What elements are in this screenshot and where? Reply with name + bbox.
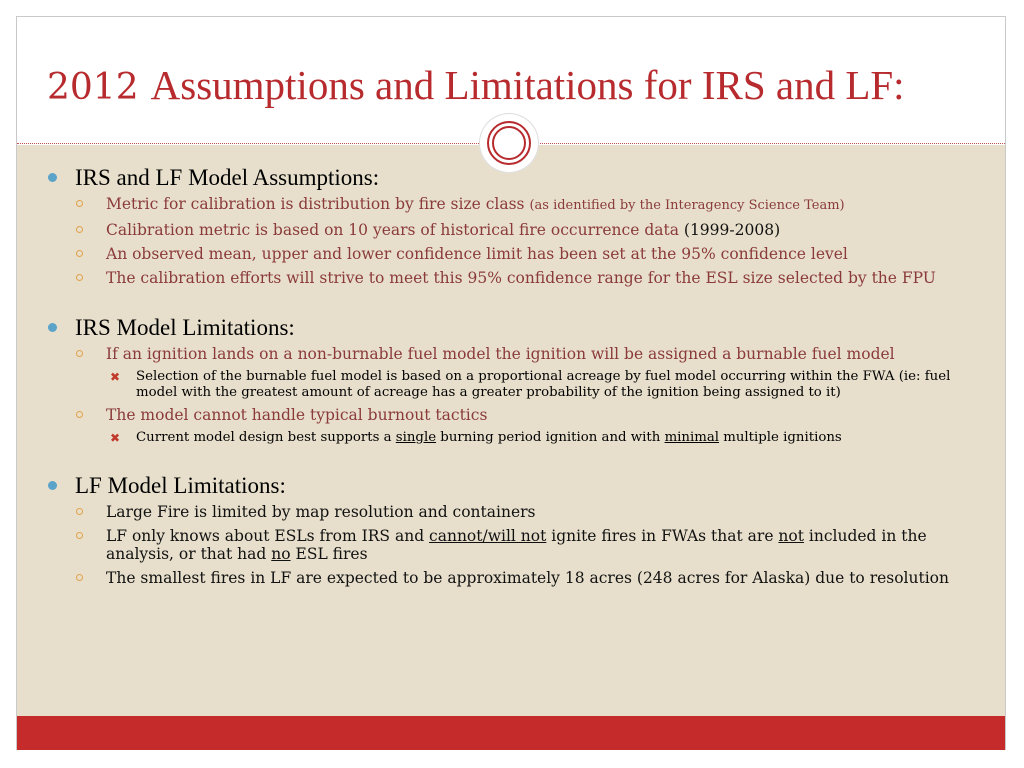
list-item: Metric for calibration is distribution by fire size class (as identified by the Interagency Science Team)	[46, 195, 986, 215]
x-mark-icon: ✖	[110, 370, 121, 384]
hollow-circle-icon	[76, 350, 83, 357]
section-heading-irs-limitations: IRS Model Limitations:	[46, 314, 986, 341]
hollow-circle-icon	[76, 226, 83, 233]
section-heading-lf-limitations: LF Model Limitations:	[46, 472, 986, 499]
list-item: An observed mean, upper and lower confidence limit has been set at the 95% confidence level	[46, 245, 986, 263]
slide-title	[47, 61, 905, 109]
list-item: LF only knows about ESLs from IRS and cannot/will not ignite fires in FWAs that are not included in the analysis, or that had no ESL fires	[46, 527, 986, 563]
x-mark-icon: ✖	[110, 431, 121, 445]
hollow-circle-icon	[76, 274, 83, 281]
list-item: The model cannot handle typical burnout tactics	[46, 406, 986, 424]
bullet-dot-icon	[48, 481, 57, 490]
hollow-circle-icon	[76, 508, 83, 515]
list-item: The smallest fires in LF are expected to be approximately 18 acres (248 acres for Alaska) due to resolution	[46, 569, 986, 587]
bullet-dot-icon	[48, 173, 57, 182]
hollow-circle-icon	[76, 250, 83, 257]
list-item: Large Fire is limited by map resolution and containers	[46, 503, 986, 521]
title-year: 2012	[47, 67, 139, 108]
slide-content	[46, 164, 986, 593]
hollow-circle-icon	[76, 574, 83, 581]
list-item: If an ignition lands on a non-burnable fuel model the ignition will be assigned a burnable fuel model	[46, 345, 986, 363]
hollow-circle-icon	[76, 200, 83, 207]
section-heading-assumptions: IRS and LF Model Assumptions:	[46, 164, 986, 191]
footer-bar	[17, 716, 1005, 750]
hollow-circle-icon	[76, 532, 83, 539]
list-item: The calibration efforts will strive to meet this 95% confidence range for the ESL size selected by the FPU	[46, 269, 986, 287]
sub-list-item: ✖ Current model design best supports a single burning period ignition and with minimal multiple ignitions	[110, 430, 842, 445]
hollow-circle-icon	[76, 411, 83, 418]
sub-list-item: ✖ Selection of the burnable fuel model is based on a proportional acreage by fuel model occurring within the FWA (ie: fuel model with the greatest amount of acreage has a greater probability of the ignition being assigned to it)	[110, 369, 951, 400]
title-text: Assumptions and Limitations for IRS and LF:	[150, 62, 905, 108]
list-item: Calibration metric is based on 10 years of historical fire occurrence data (1999-2008)	[46, 221, 986, 239]
bullet-dot-icon	[48, 323, 57, 332]
